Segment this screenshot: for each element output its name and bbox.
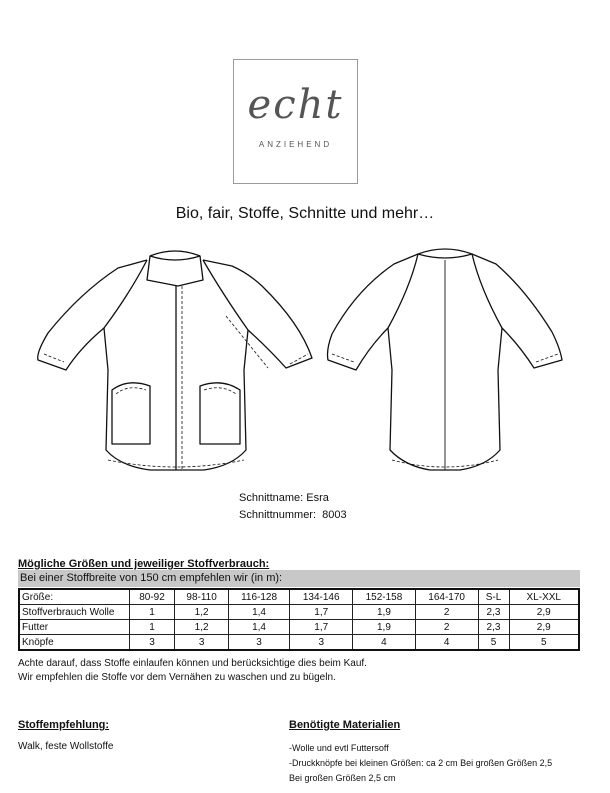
table-cell: 3 [228, 635, 290, 651]
table-cell: 164-170 [415, 589, 478, 605]
tagline: Bio, fair, Stoffe, Schnitte und mehr… [175, 205, 435, 222]
table-cell: 98-110 [175, 589, 228, 605]
care-notes [18, 657, 367, 685]
fabric-recommendation-heading: Stoffempfehlung: [18, 719, 110, 731]
table-cell: S-L [478, 589, 509, 605]
table-cell: 5 [509, 635, 579, 651]
table-header-row [19, 589, 579, 605]
table-cell: Stoffverbrauch Wolle [19, 605, 129, 620]
table-cell: 1,7 [290, 620, 353, 635]
pattern-name-label: Schnittname: [239, 492, 304, 504]
table-cell: 2 [415, 620, 478, 635]
table-cell: 2 [415, 605, 478, 620]
fabric-consumption-table [18, 588, 580, 651]
table-row [19, 620, 579, 635]
table-cell: 1,4 [228, 620, 290, 635]
table-cell: 1,9 [353, 605, 416, 620]
table-cell: 3 [175, 635, 228, 651]
sizes-heading: Mögliche Größen und jeweiliger Stoffverbrauch: [18, 558, 270, 570]
note-line: Achte darauf, dass Stoffe einlaufen können und berücksichtige dies beim Kauf. [18, 658, 367, 669]
list-item: -Druckknöpfe bei kleinen Größen: ca 2 cm Bei großen Größen 2,5 [289, 758, 553, 768]
table-cell: 4 [353, 635, 416, 651]
table-cell: 3 [129, 635, 175, 651]
table-cell: 3 [290, 635, 353, 651]
materials-heading: Benötigte Materialien [289, 719, 401, 731]
pattern-name-value: Esra [306, 492, 329, 504]
coat-back-view [328, 249, 563, 470]
list-item: Bei großen Größen 2,5 cm [289, 773, 396, 783]
table-cell: 1,9 [353, 620, 416, 635]
logo [233, 59, 358, 184]
table-cell: 2,9 [509, 605, 579, 620]
fabric-width-note: Bei einer Stoffbreite von 150 cm empfehlen wir (in m): [18, 570, 580, 587]
table-row [19, 635, 579, 651]
note-line: Wir empfehlen die Stoffe vor dem Vernähen zu waschen und zu bügeln. [18, 672, 336, 683]
table-cell: 5 [478, 635, 509, 651]
table-cell: 4 [415, 635, 478, 651]
table-cell: XL-XXL [509, 589, 579, 605]
coat-technical-drawing [0, 238, 610, 488]
table-cell: 80-92 [129, 589, 175, 605]
table-row [19, 605, 579, 620]
table-cell: Futter [19, 620, 129, 635]
table-cell: 1,4 [228, 605, 290, 620]
logo-subtitle: ANZIEHEND [258, 140, 333, 149]
table-cell: 134-146 [290, 589, 353, 605]
pattern-info [239, 490, 347, 524]
fabric-recommendation-text: Walk, feste Wollstoffe [18, 741, 114, 752]
pattern-number-label: Schnittnummer: [239, 509, 317, 521]
table-cell: 1,2 [175, 620, 228, 635]
table-cell: 2,9 [509, 620, 579, 635]
list-item: -Wolle und evtl Futtersoff [289, 743, 389, 753]
table-cell: Knöpfe [19, 635, 129, 651]
table-cell: 1 [129, 605, 175, 620]
pattern-number-value: 8003 [322, 509, 347, 521]
table-cell: 1,7 [290, 605, 353, 620]
table-cell: 2,3 [478, 620, 509, 635]
table-cell: 1 [129, 620, 175, 635]
table-cell: Größe: [19, 589, 129, 605]
table-cell: 116-128 [228, 589, 290, 605]
logo-wordmark: echt [247, 82, 344, 128]
table-cell: 2,3 [478, 605, 509, 620]
coat-front-view [38, 251, 312, 470]
table-cell: 152-158 [353, 589, 416, 605]
pattern-name-row [239, 490, 347, 507]
pattern-number-row [239, 507, 347, 524]
table-cell: 1,2 [175, 605, 228, 620]
materials-list [289, 741, 552, 786]
